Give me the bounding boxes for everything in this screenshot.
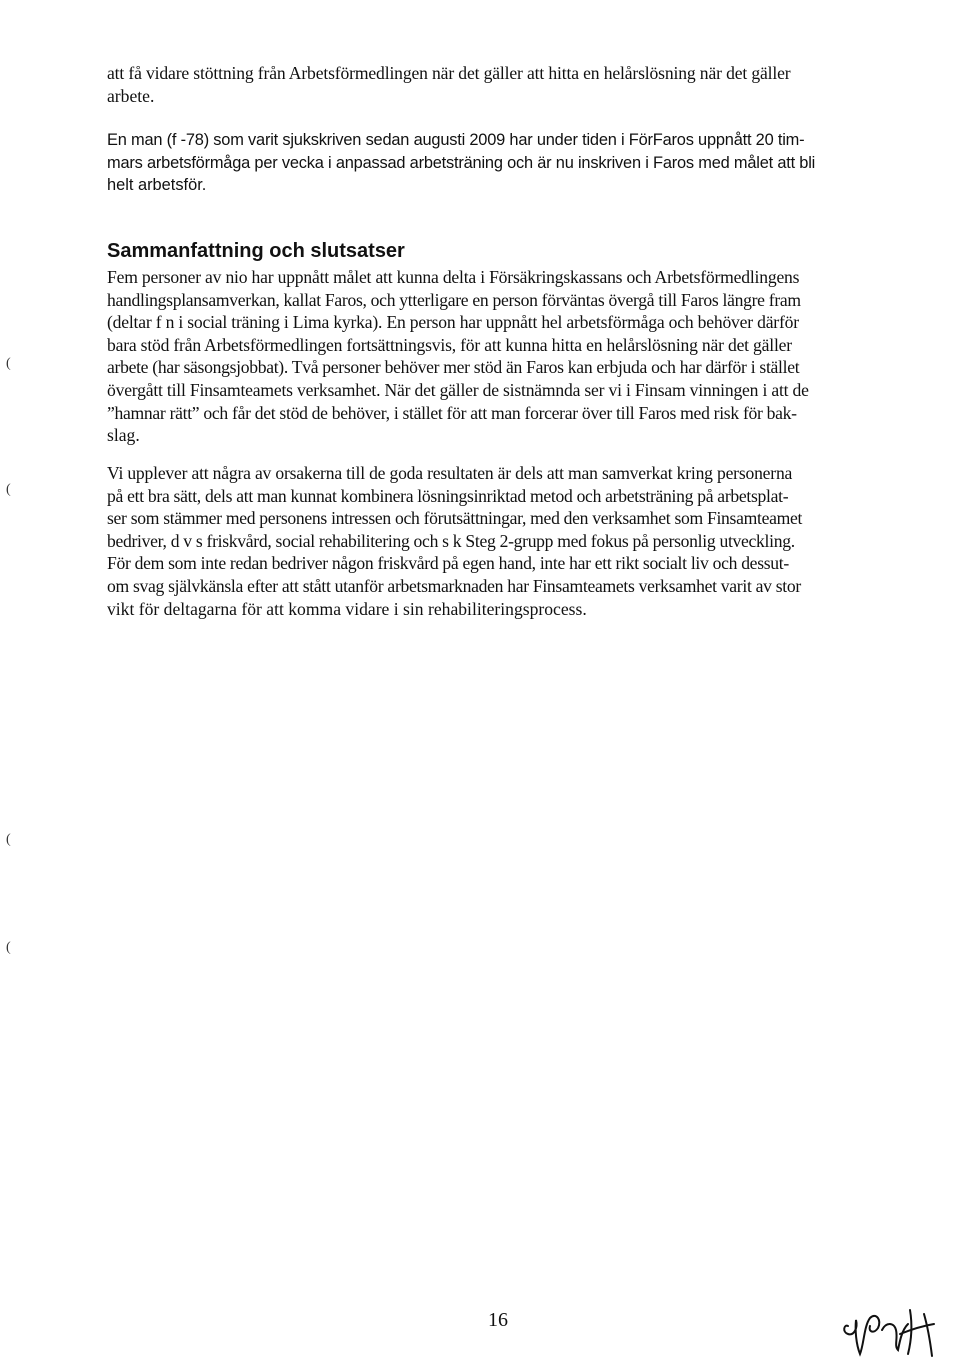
paragraph-conclusions: [107, 462, 897, 620]
text-line: arbete (har säsongsjobbat). Två personer behöver mer stöd än Faros kan erbjuda och har därför i stället: [107, 357, 800, 378]
handwritten-initials: [838, 1300, 948, 1362]
text-line: om svag självkänsla efter att stått utanför arbetsmarknaden har Finsamteamets verksamhet varit av stor: [107, 575, 801, 596]
text-line: Vi upplever att några av orsakerna till de goda resultaten är dels att man samverkat kring personerna: [107, 463, 793, 483]
text-line: bedriver, d v s friskvård, social rehabilitering och s k Steg 2-grupp med fokus på personlig utveckling.: [107, 530, 795, 551]
paragraph-summary: [107, 266, 897, 447]
text-line: En man (f -78) som varit sjukskriven sedan augusti 2009 har under tiden i FörFaros uppnått 20 tim-: [107, 131, 805, 149]
text-line: bara stöd från Arbetsförmedlingen fortsättningsvis, för att kunna hitta en helårslösning när det gäller: [107, 334, 792, 355]
margin-mark: (: [6, 832, 11, 847]
text-line: mars arbetsförmåga per vecka i anpassad arbetsträning och är nu inskriven i Faros med målet att bli: [107, 153, 816, 172]
text-line: ser som stämmer med personens intressen och förutsättningar, med den verksamhet som Finsamteamet: [107, 508, 803, 529]
text-line: För dem som inte redan bedriver någon friskvård på egen hand, inte har ett rikt socialt liv och dessut-: [107, 553, 789, 574]
text-line: helt arbetsför.: [107, 176, 207, 195]
page-number: 16: [488, 1309, 508, 1331]
text-line: (deltar f n i social träning i Lima kyrka). En person har uppnått hel arbetsförmåga och behöver därför: [107, 312, 799, 333]
paragraph-continuation: [107, 62, 897, 107]
text-line: handlingsplansamverkan, kallat Faros, och ytterligare en person förväntas övergå till Faros längre fram: [107, 289, 801, 310]
text-line: Fem personer av nio har uppnått målet att kunna delta i Försäkringskassans och Arbetsförmedlingens: [107, 267, 800, 287]
margin-mark: (: [6, 940, 11, 955]
text-line: ”hamnar rätt” och får det stöd de behöver, i stället för att man forcerar över till Faros med risk för bak-: [107, 402, 797, 423]
text-line: övergått till Finsamteamets verksamhet. När det gäller de sistnämnda ser vi i Finsam vinningen i att de: [107, 379, 809, 400]
text-line: vikt för deltagarna för att komma vidare i sin rehabiliteringsprocess.: [107, 598, 587, 619]
paragraph-case-description: [107, 129, 897, 197]
section-heading: Sammanfattning och slutsatser: [107, 240, 405, 262]
text-line: slag.: [107, 425, 140, 446]
text-line: att få vidare stöttning från Arbetsförmedlingen när det gäller att hitta en helårslösning när det gäller: [107, 63, 791, 83]
margin-mark: (: [6, 356, 11, 371]
text-line: på ett bra sätt, dels att man kunnat kombinera lösningsinriktad metod och arbetsträning på arbetsplat-: [107, 485, 789, 506]
margin-mark: (: [6, 482, 11, 497]
text-line: arbete.: [107, 85, 155, 106]
